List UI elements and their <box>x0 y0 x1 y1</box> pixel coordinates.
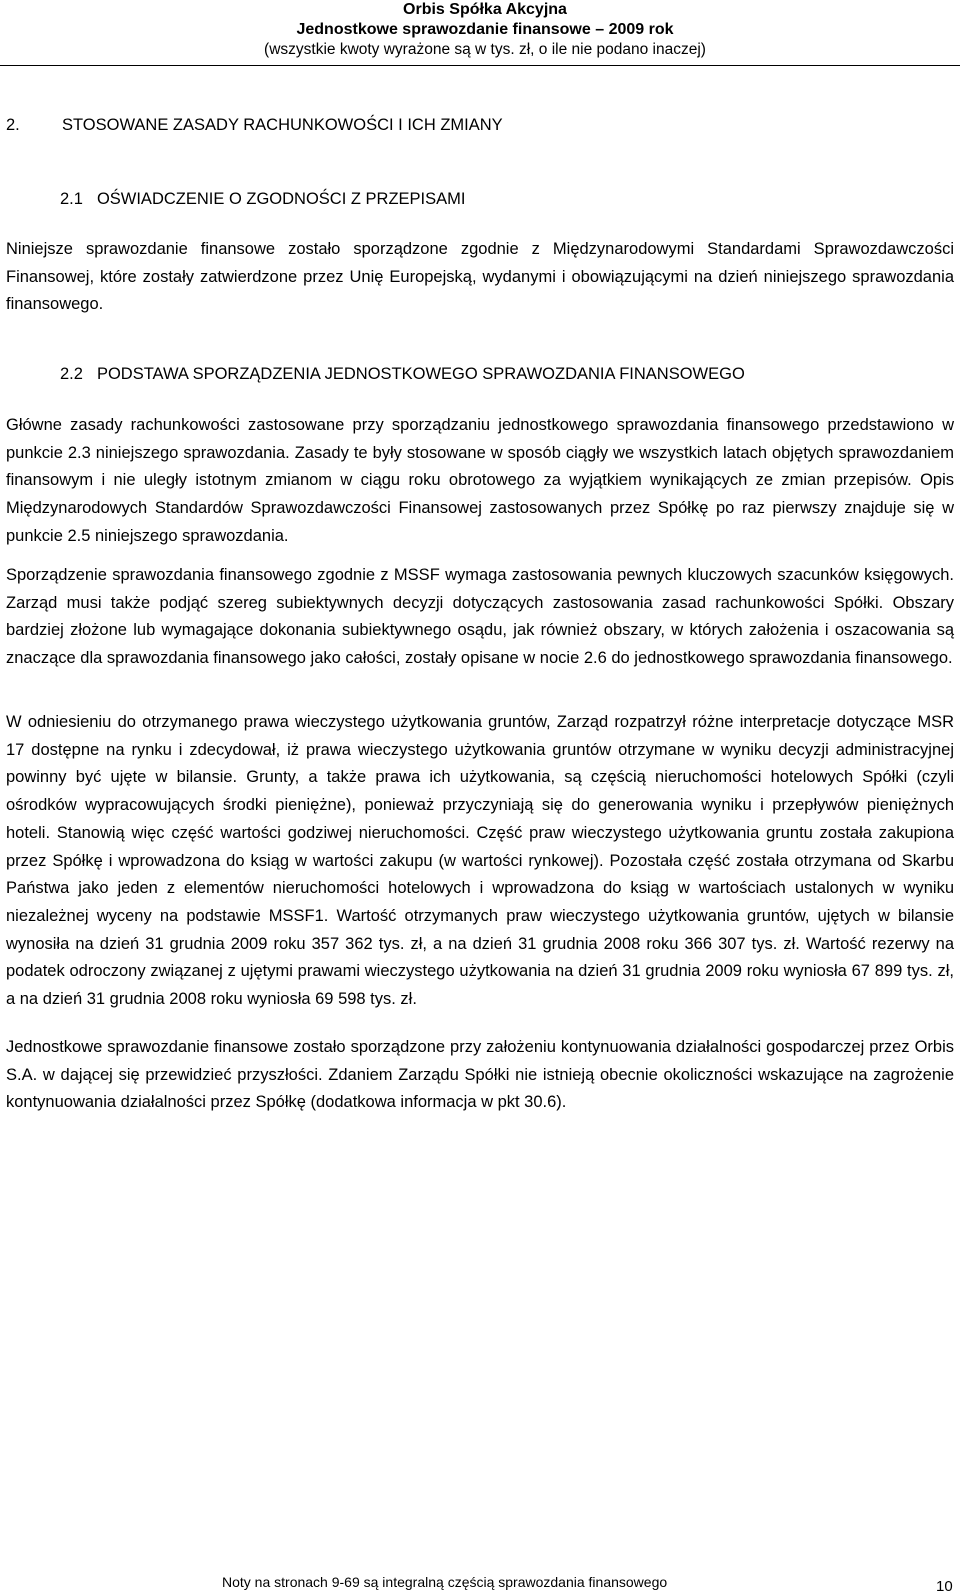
footer-note: Noty na stronach 9-69 są integralną częścią sprawozdania finansowego <box>222 1574 668 1590</box>
subsection-number: 2.1 <box>60 190 83 208</box>
report-title: Jednostkowe sprawozdanie finansowe – 2009 rok <box>296 21 674 38</box>
basis-paragraph-3: W odniesieniu do otrzymanego prawa wieczystego użytkowania gruntów, Zarząd rozpatrzył różne interpretacje dotyczące MSR 17 dostępne na rynku i zdecydował, iż prawa wieczystego użytkowania gruntów otrzymane w wyniku decyzji administracyjnej powinny być ujęte w bilansie. Grunty, a także prawa ich użytkowania, są częścią nieruchomości hotelowych Spółki (czyli ośrodków wypracowujących środki pieniężne), ponieważ przyczyniają się do generowania wyniku i przepływów pieniężnych hoteli. Stanowią więc część wartości godziwej nieruchomości. Część praw wieczystego użytkowania gruntu została zakupiona przez Spółkę i wprowadzona do ksiąg w wartości zakupu (w wartości rynkowej). Pozostała część została otrzymana od Skarbu Państwa jako jeden z elementów nieruchomości hotelowych i wprowadzona do ksiąg w wartościach ustalonych w wyniku niezależnej wyceny na podstawie MSSF1. Wartość otrzymanych praw wieczystego użytkowania gruntów, ujętych w bilansie wynosiła na dzień 31 grudnia 2009 roku 357 362 tys. zł, a na dzień 31 grudnia 2008 roku 366 307 tys. zł. Wartość rezerwy na podatek odroczony związanej z ujętymi prawami wieczystego użytkowania na dzień 31 grudnia 2009 roku wyniosła 67 899 tys. zł, a na dzień 31 grudnia 2008 roku wyniosła 69 598 tys. zł. <box>6 713 954 1009</box>
page-number: 10 <box>936 1578 953 1595</box>
header-divider <box>0 65 960 66</box>
currency-note: (wszystkie kwoty wyrażone są w tys. zł, o ile nie podano inaczej) <box>264 41 706 58</box>
document-header <box>250 0 720 60</box>
subsection-heading-2-2 <box>6 363 745 385</box>
subsection-title: OŚWIADCZENIE O ZGODNOŚCI Z PRZEPISAMI <box>96 190 466 208</box>
subsection-title: PODSTAWA SPORZĄDZENIA JEDNOSTKOWEGO SPRAWOZDANIA FINANSOWEGO <box>96 365 745 383</box>
compliance-paragraph: Niniejsze sprawozdanie finansowe zostało sporządzone zgodnie z Międzynarodowymi Standardami Sprawozdawczości Finansowej, które zostały zatwierdzone przez Unię Europejską, wydanymi i obowiązującymi na dzień niniejszego sprawozdania finansowego. <box>6 240 954 314</box>
section-title: STOSOWANE ZASADY RACHUNKOWOŚCI I ICH ZMIANY <box>62 116 503 134</box>
company-name: Orbis Spółka Akcyjna <box>403 1 567 18</box>
basis-paragraph-1: Główne zasady rachunkowości zastosowane przy sporządzaniu jednostkowego sprawozdania finansowego przedstawiono w punkcie 2.3 niniejszego sprawozdania. Zasady te były stosowane w sposób ciągły we wszystkich latach objętych sprawozdaniem finansowym i nie uległy istotnym zmianom w ciągu roku obrotowego za wyjątkiem wynikających ze zmian przepisów. Opis Międzynarodowych Standardów Sprawozdawczości Finansowej zastosowanych przez Spółkę po raz pierwszy znajduje się w punkcie 2.5 niniejszego sprawozdania. <box>6 416 954 545</box>
basis-paragraph-4: Jednostkowe sprawozdanie finansowe zostało sporządzone przy założeniu kontynuowania działalności gospodarczej przez Orbis S.A. w dającej się przewidzieć przyszłości. Zdaniem Zarządu Spółki nie istnieją obecnie okoliczności wskazujące na zagrożenie kontynuowania działalności przez Spółkę (dodatkowa informacja w pkt 30.6). <box>6 1038 954 1112</box>
subsection-heading-2-1 <box>6 188 465 210</box>
section-heading <box>6 114 503 136</box>
section-number: 2. <box>6 116 20 134</box>
basis-paragraph-2: Sporządzenie sprawozdania finansowego zgodnie z MSSF wymaga zastosowania pewnych kluczowych szacunków księgowych. Zarząd musi także podjąć szereg subiektywnych decyzji dotyczących zastosowania zasad rachunkowości Spółki. Obszary bardziej złożone lub wymagające dokonania subiektywnego osądu, jak również obszary, w których założenia i oszacowania są znaczące dla sprawozdania finansowego jako całości, zostały opisane w nocie 2.6 do jednostkowego sprawozdania finansowego. <box>6 566 954 668</box>
subsection-number: 2.2 <box>60 365 83 383</box>
